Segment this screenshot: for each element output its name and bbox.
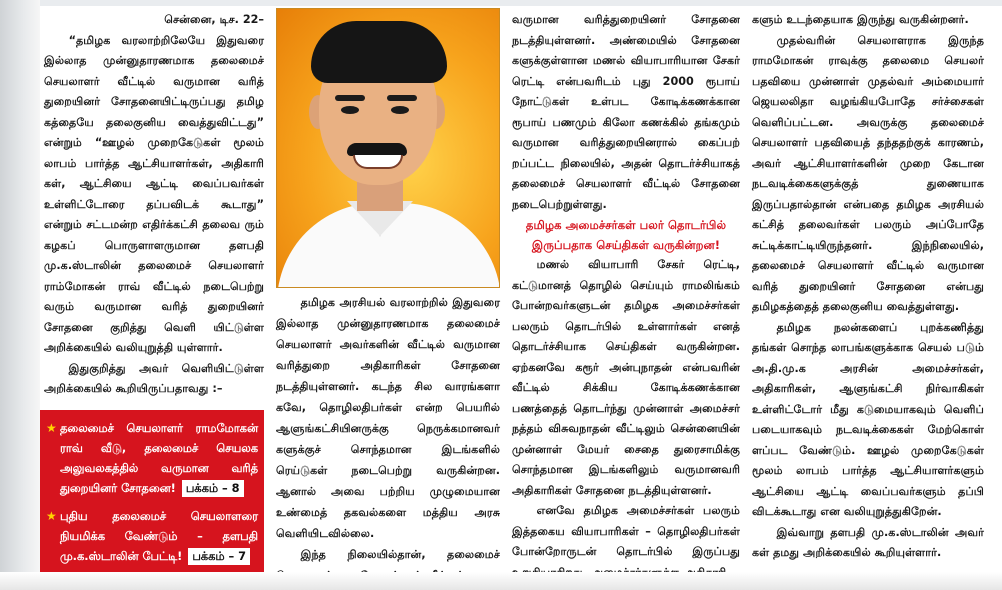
intro-statement: இதுகுறித்து அவர் வெளியிட்டுள்ள அறிக்கையில் கூறியிருப்பதாவது :– <box>44 361 264 395</box>
page-bottom-edge <box>0 572 1002 590</box>
star-icon: ★ <box>46 509 57 523</box>
column4-paragraph-3: தமிழக நலன்களைப் புறக்கணித்து தங்கள் சொந்த லாபங்களுக்காக செயல் படும் அ.தி.மு.க அரசின் அமைச்சர்கள், அதிகாரிகள், ஆளுங்கட்சி நிர்வாகிகள் உள்ளிட்டோர் மீது கடுமையாகவும் வெளிப் படையாகவும் நடவடிக்கைகள் மேற்கொள் ளப்பட வேண்டும். ஊழல் முறைகேடுகள் மூலம் லாபம் பார்த்த ஆட்சியாளர்களும் ஆட்சியை ஆட்டி வைப்பவர்களும் தப்பி விடக்கூடாது என வலியுறுத்துகிறேன். <box>752 320 984 518</box>
article-column-2 <box>276 292 500 586</box>
column4-paragraph-1: களும் உடந்தையாக இருந்து வருகின்றனர். <box>752 13 969 26</box>
photo-hair <box>311 21 447 83</box>
star-icon: ★ <box>46 421 57 435</box>
closing-paragraph: இவ்வாறு தளபதி மு.க.ஸ்டாலின் அவர் கள் தமது அறிக்கையில் கூறியுள்ளார். <box>752 525 984 559</box>
column4-paragraph-2: முதல்வரின் செயலாளராக இருந்த ராமமோகன் ராவுக்கு தலைமை செயலர் பதவியை முன்னாள் முதல்வர் அம்மையார் ஜெயலலிதா வழங்கியபோதே சர்ச்சைகள் வெளிப்பட்டன. அவருக்கு தலைமைச் செயலாளர் பதவியைத் தந்ததற்குக் காரணம், அவர் ஆட்சியாளர்களின் முறை கேடான நடவடிக்கைகளுக்குத் துணையாக இருப்பதால்தான் என்பதை தமிழக அரசியல் கட்சித் தலைவர்கள் பலரும் அப்போதே சுட்டிக்காட்டியிருந்தனர். இந்நிலையில், தலைமைச் செயலாளர் வீட்டில் வருமான வரித் துறையினர் சோதனை என்பது தமிழகத்தைத் தலைகுனிய வைத்துள்ளது. <box>752 33 984 313</box>
page-reference-2: பக்கம் – 7 <box>188 548 250 565</box>
dateline: சென்னை, டிச. 22– <box>164 13 264 26</box>
column2-paragraph-1: தமிழக அரசியல் வரலாற்றில் இதுவரை இல்லாத முன்னுதாரணமாக தலைமைச் செயலாளர் அவர்களின் வீட்டில் வருமான வரித்துறை அதிகாரிகள் சோதனை நடத்தியுள்ளனர். கடந்த சில வாரங்களா கவே, தொழிலதிபர்கள் என்ற பெயரில் ஆளுங்கட்சியினருக்கு நெருக்கமானவர் களுக்குச் சொந்தமான இடங்களில் ரெய்டுகள் நடைபெற்று வருகின்றன. ஆனால் அவை பற்றிய முழுமையான உண்மைத் தகவல்களை மத்திய அரசு வெளியிடவில்லை. <box>276 296 500 540</box>
article-column-3 <box>512 10 740 583</box>
section-subheading: தமிழக அமைச்சர்கள் பலர் தொடர்பில் இருப்பதாக செய்திகள் வருகின்றன! <box>525 218 727 252</box>
column3-paragraph-2: மணல் வியாபாரி சேகர் ரெட்டி, கட்டுமானத் தொழில் செய்யும் ராமலிங்கம் போன்றவர்களுடன் தமிழக அமைச்சர்கள் பலரும் தொடர்பில் உள்ளார்கள் எனத் தொடர்ச்சியாக செய்திகள் வருகின்றன. ஏற்கனவே கரூர் அன்புநாதன் என்பவரின் வீட்டில் சிக்கிய கோடிக்கணக்கான பணத்தைத் தொடர்ந்து முன்னாள் அமைச்சர் நத்தம் விசுவநாதன் வீட்டிலும் சென்னையின் முன்னாள் மேயர் சைதை துரைசாமிக்கு சொந்தமான இடங்களிலும் வருமானவரி அதிகாரிகள் சோதனை நடத்தியுள்ளனர். <box>512 258 740 497</box>
column2-paragraph-2: இந்த நிலையில்தான், தலைமைச் <box>300 548 500 561</box>
related-news-text-1: தலைமைச் செயலாளர் ராமமோகன் ராவ் வீடு, தலைமைச் செயலக அலுவலகத்தில் வருமான வரித் துறையினர் சோதனை! <box>60 421 258 495</box>
column3-paragraph-1: வருமான வரித்துறையினர் சோதனை நடத்தியுள்ளனர். அண்மையில் சோதனை களுக்குள்ளான மணல் வியாபாரியான சேகர் ரெட்டி என்பவரிடம் புது 2000 ரூபாய் நோட்டுகள் உள்பட கோடிக்கணக்கான ரூபாய் பணமும் கிலோ கணக்கில் தங்கமும் வருமான வரித்துறையினரால் கைப்பற் றப்பட்ட நிலையில், அதன் தொடர்ச்சியாகத் தலைமைச் செயலாளர் வீட்டில் சோதனை நடைபெற்றுள்ளது. <box>512 13 740 211</box>
page-left-shadow <box>0 0 40 590</box>
related-news-box <box>40 410 264 574</box>
article-column-1 <box>44 10 264 400</box>
related-news-item-2[interactable] <box>46 506 258 566</box>
page-reference-1: பக்கம் – 8 <box>182 480 244 497</box>
related-news-item-1[interactable] <box>46 418 258 498</box>
column3-paragraph-3: எனவே தமிழக அமைச்சர்கள் பலரும் இத்தகைய வியாபாரிகள் – தொழிலதிபர்கள் போன்றோருடன் தொடர்பில் இருப்பது <box>512 504 740 558</box>
lead-paragraph: “தமிழக வரலாற்றிலேயே இதுவரை இல்லாத முன்னுதாரணமாக தலைமைச் செயலாளர் வீட்டில் வருமான வரித் துறையினர் சோதனையிட்டிருப்பது தமிழ கத்தையே தலைகுனிய வைத்துவிட்டது” என்றும் “ஊழல் முறைகேடுகள் மூலம் லாபம் பார்த்த ஆட்சியாளர்கள், அதிகாரி கள், ஆட்சியை ஆட்டி வைப்பவர்கள் உள்ளிட்டோரை தப்பவிடக் கூடாது” என்றும் சட்டமன்ற எதிர்க்கட்சி தலைவ ரும் கழகப் பொருளாளருமான தளபதி மு.க.ஸ்டாலின் தலைமைச் செயலாளர் ராம்மோகன் ராவ் வீட்டில் நடைபெற்று வரும் வருமான வரித் துறையினர் சோதனை குறித்து வெளி யிட்டுள்ள அறிக்கையில் வலியுறுத்தி யுள்ளார். <box>44 33 264 354</box>
article-column-4 <box>752 10 984 564</box>
portrait-photo <box>276 8 500 288</box>
related-news-text-2: புதிய தலைமைச் செயலாளரை நியமிக்க வேண்டும் – தளபதி மு.க.ஸ்டாலின் பேட்டி! <box>60 509 258 563</box>
top-edge <box>0 0 1002 6</box>
